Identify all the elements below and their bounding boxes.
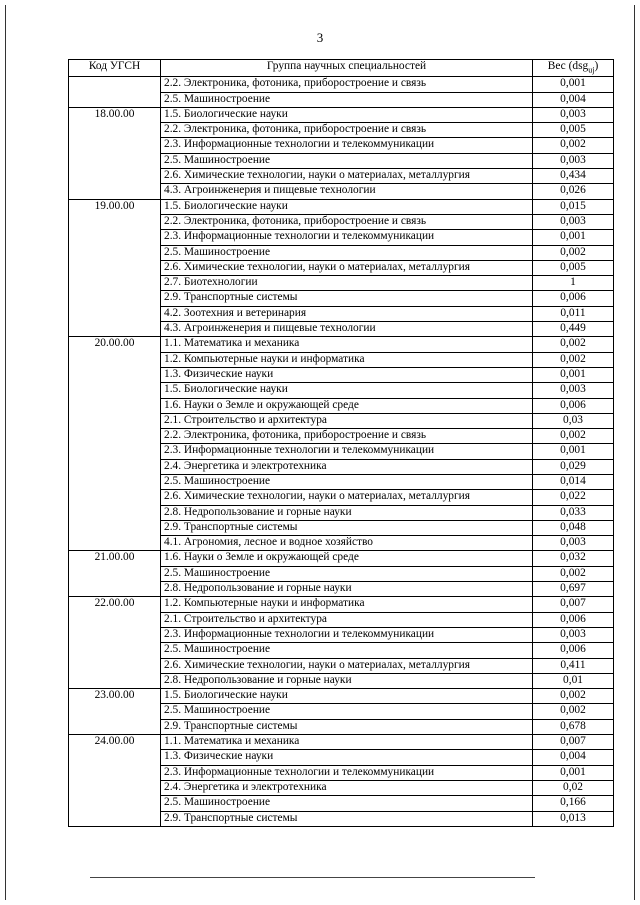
- weight-cell: 0,006: [533, 291, 614, 306]
- specialty-group-cell: 2.7. Биотехнологии: [161, 276, 533, 291]
- specialty-group-cell: 2.6. Химические технологии, науки о материалах, металлургия: [161, 658, 533, 673]
- weight-cell: 0,029: [533, 459, 614, 474]
- weight-cell: 0,015: [533, 199, 614, 214]
- weight-cell: 0,048: [533, 520, 614, 535]
- specialty-group-cell: 2.9. Транспортные системы: [161, 719, 533, 734]
- specialty-group-cell: 2.3. Информационные технологии и телекоммуникации: [161, 138, 533, 153]
- ugsn-code-cell: 22.00.00: [69, 597, 161, 689]
- page-number: 3: [316, 30, 324, 45]
- table-row: [69, 337, 614, 352]
- weight-cell: 0,011: [533, 306, 614, 321]
- specialty-group-cell: 2.9. Транспортные системы: [161, 811, 533, 826]
- weight-cell: 0,006: [533, 612, 614, 627]
- header-weight-subscript: uj: [588, 65, 595, 75]
- table-header-row: [69, 60, 614, 77]
- ugsn-code-cell: 18.00.00: [69, 107, 161, 199]
- weight-cell: 0,03: [533, 413, 614, 428]
- specialty-group-cell: 2.3. Информационные технологии и телекоммуникации: [161, 765, 533, 780]
- weight-cell: 0,007: [533, 735, 614, 750]
- specialty-group-cell: 4.2. Зоотехния и ветеринария: [161, 306, 533, 321]
- specialty-group-cell: 1.5. Биологические науки: [161, 689, 533, 704]
- weight-cell: 0,002: [533, 689, 614, 704]
- weight-cell: 0,003: [533, 627, 614, 642]
- weight-cell: 0,697: [533, 582, 614, 597]
- specialty-group-cell: 1.5. Биологические науки: [161, 383, 533, 398]
- header-group: Группа научных специальностей: [161, 60, 533, 77]
- weight-cell: 0,002: [533, 245, 614, 260]
- specialty-group-cell: 1.2. Компьютерные науки и информатика: [161, 597, 533, 612]
- specialty-group-cell: 2.3. Информационные технологии и телекоммуникации: [161, 627, 533, 642]
- weight-cell: 0,002: [533, 337, 614, 352]
- specialty-group-cell: 1.3. Физические науки: [161, 367, 533, 382]
- specialty-group-cell: 1.5. Биологические науки: [161, 199, 533, 214]
- ugsn-code-cell: [69, 77, 161, 108]
- specialty-group-cell: 2.2. Электроника, фотоника, приборостроение и связь: [161, 429, 533, 444]
- specialty-group-cell: 2.8. Недропользование и горные науки: [161, 673, 533, 688]
- specialty-group-cell: 2.1. Строительство и архитектура: [161, 612, 533, 627]
- specialty-group-cell: 2.5. Машиностроение: [161, 643, 533, 658]
- specialty-group-cell: 2.9. Транспортные системы: [161, 291, 533, 306]
- specialty-group-cell: 1.2. Компьютерные науки и информатика: [161, 352, 533, 367]
- header-weight: [533, 60, 614, 77]
- weight-cell: 0,007: [533, 597, 614, 612]
- table-row: [69, 77, 614, 92]
- weight-cell: 0,003: [533, 107, 614, 122]
- weight-cell: 0,678: [533, 719, 614, 734]
- ugsn-code-cell: 19.00.00: [69, 199, 161, 337]
- specialty-group-cell: 1.1. Математика и механика: [161, 337, 533, 352]
- weight-cell: 0,001: [533, 77, 614, 92]
- table-body: [69, 77, 614, 827]
- specialty-weights-table: [68, 59, 614, 827]
- specialty-group-cell: 2.2. Электроника, фотоника, приборостроение и связь: [161, 77, 533, 92]
- weight-cell: 0,001: [533, 444, 614, 459]
- table-row: [69, 551, 614, 566]
- weight-cell: 0,434: [533, 169, 614, 184]
- weight-cell: 0,033: [533, 505, 614, 520]
- weight-cell: 0,005: [533, 260, 614, 275]
- weight-cell: 0,032: [533, 551, 614, 566]
- specialty-group-cell: 2.5. Машиностроение: [161, 475, 533, 490]
- specialty-group-cell: 2.3. Информационные технологии и телекоммуникации: [161, 444, 533, 459]
- weight-cell: 0,002: [533, 704, 614, 719]
- specialty-group-cell: 2.6. Химические технологии, науки о материалах, металлургия: [161, 490, 533, 505]
- weight-cell: 0,001: [533, 765, 614, 780]
- weight-cell: 0,02: [533, 780, 614, 795]
- weight-cell: 0,001: [533, 367, 614, 382]
- weight-cell: 0,014: [533, 475, 614, 490]
- bottom-rule: [90, 877, 535, 878]
- specialty-group-cell: 4.3. Агроинженерия и пищевые технологии: [161, 322, 533, 337]
- specialty-group-cell: 2.5. Машиностроение: [161, 92, 533, 107]
- weight-cell: 0,01: [533, 673, 614, 688]
- weight-cell: 0,002: [533, 429, 614, 444]
- table-row: [69, 597, 614, 612]
- specialty-group-cell: 2.6. Химические технологии, науки о материалах, металлургия: [161, 169, 533, 184]
- specialty-group-cell: 2.5. Машиностроение: [161, 245, 533, 260]
- specialty-group-cell: 1.5. Биологические науки: [161, 107, 533, 122]
- specialty-group-cell: 2.1. Строительство и архитектура: [161, 413, 533, 428]
- weight-cell: 0,449: [533, 322, 614, 337]
- weight-cell: 0,003: [533, 536, 614, 551]
- specialty-group-cell: 4.1. Агрономия, лесное и водное хозяйство: [161, 536, 533, 551]
- header-weight-suffix: ): [594, 60, 599, 72]
- specialty-group-cell: 2.5. Машиностроение: [161, 153, 533, 168]
- specialty-group-cell: 2.3. Информационные технологии и телекоммуникации: [161, 230, 533, 245]
- specialty-group-cell: 4.3. Агроинженерия и пищевые технологии: [161, 184, 533, 199]
- weight-cell: 0,005: [533, 123, 614, 138]
- ugsn-code-cell: 21.00.00: [69, 551, 161, 597]
- table-row: [69, 107, 614, 122]
- ugsn-code-cell: 23.00.00: [69, 689, 161, 735]
- header-weight-prefix: Вес (dsg: [547, 60, 589, 72]
- specialty-group-cell: 1.1. Математика и механика: [161, 735, 533, 750]
- specialty-group-cell: 1.6. Науки о Земле и окружающей среде: [161, 551, 533, 566]
- weight-cell: 0,006: [533, 398, 614, 413]
- ugsn-code-cell: 24.00.00: [69, 735, 161, 827]
- specialty-group-cell: 2.2. Электроника, фотоника, приборостроение и связь: [161, 214, 533, 229]
- table-row: [69, 689, 614, 704]
- weight-cell: 0,166: [533, 796, 614, 811]
- specialty-group-cell: 2.5. Машиностроение: [161, 796, 533, 811]
- specialty-group-cell: 1.3. Физические науки: [161, 750, 533, 765]
- weight-cell: 0,026: [533, 184, 614, 199]
- specialty-group-cell: 2.2. Электроника, фотоника, приборостроение и связь: [161, 123, 533, 138]
- weight-cell: 0,022: [533, 490, 614, 505]
- specialty-group-cell: 2.8. Недропользование и горные науки: [161, 505, 533, 520]
- weight-cell: 0,004: [533, 750, 614, 765]
- specialty-group-cell: 2.6. Химические технологии, науки о материалах, металлургия: [161, 260, 533, 275]
- table-row: [69, 199, 614, 214]
- weight-cell: 0,411: [533, 658, 614, 673]
- weight-cell: 0,001: [533, 230, 614, 245]
- specialty-group-cell: 2.9. Транспортные системы: [161, 520, 533, 535]
- weight-cell: 0,004: [533, 92, 614, 107]
- specialty-group-cell: 2.4. Энергетика и электротехника: [161, 780, 533, 795]
- specialty-group-cell: 2.8. Недропользование и горные науки: [161, 582, 533, 597]
- specialty-group-cell: 2.5. Машиностроение: [161, 704, 533, 719]
- specialty-group-cell: 1.6. Науки о Земле и окружающей среде: [161, 398, 533, 413]
- specialty-group-cell: 2.4. Энергетика и электротехника: [161, 459, 533, 474]
- weight-cell: 0,002: [533, 352, 614, 367]
- weight-cell: 0,003: [533, 383, 614, 398]
- weight-cell: 0,013: [533, 811, 614, 826]
- specialty-group-cell: 2.5. Машиностроение: [161, 566, 533, 581]
- weight-cell: 0,006: [533, 643, 614, 658]
- weight-cell: 0,002: [533, 566, 614, 581]
- header-code: Код УГСН: [69, 60, 161, 77]
- weight-cell: 1: [533, 276, 614, 291]
- weight-cell: 0,003: [533, 153, 614, 168]
- weight-cell: 0,002: [533, 138, 614, 153]
- table-row: [69, 735, 614, 750]
- ugsn-code-cell: 20.00.00: [69, 337, 161, 551]
- weight-cell: 0,003: [533, 214, 614, 229]
